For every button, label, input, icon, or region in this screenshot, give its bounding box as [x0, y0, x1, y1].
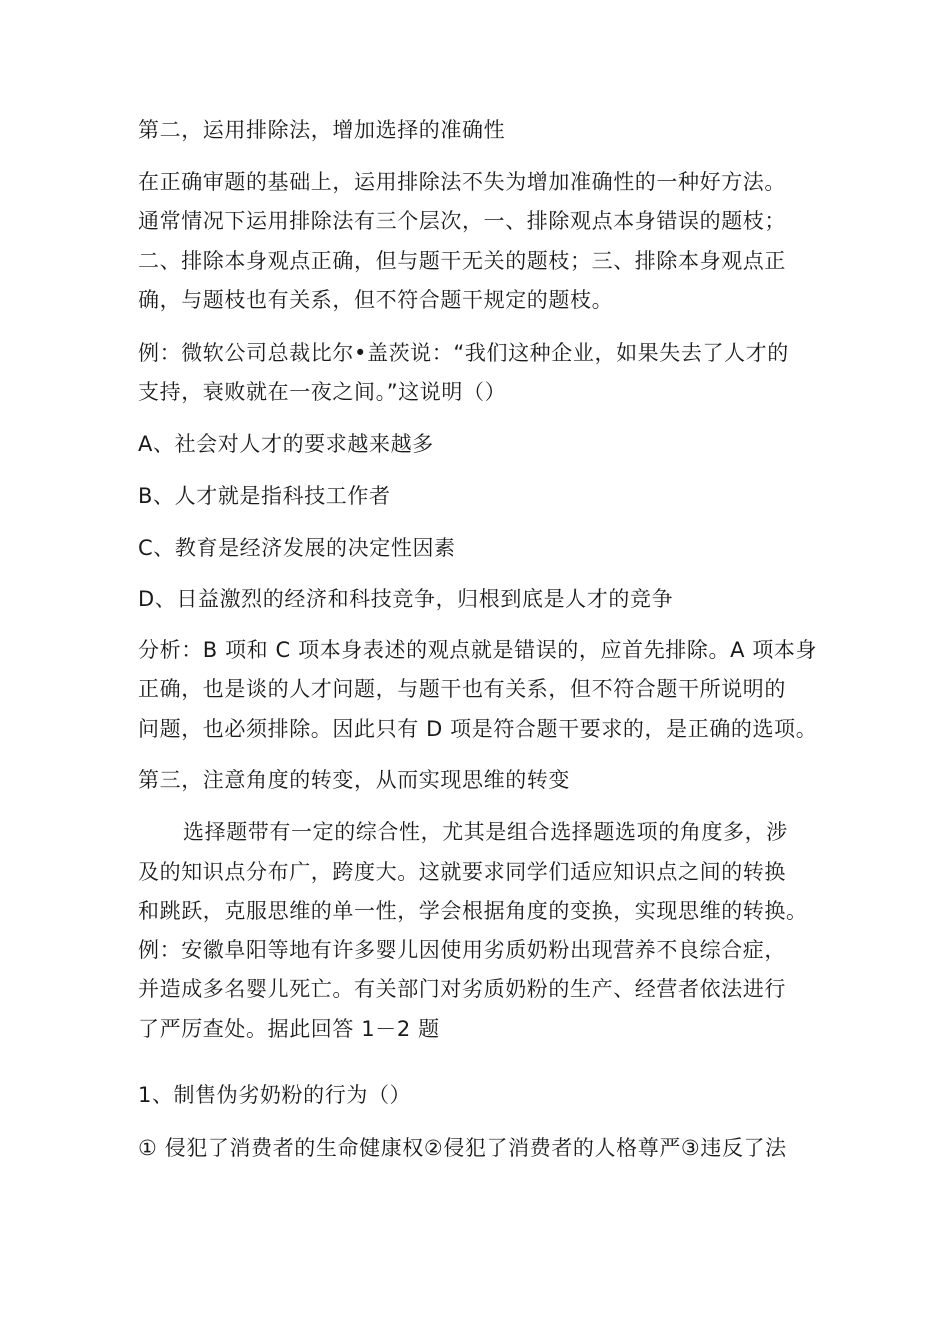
analysis-line: 分析：B 项和 C 项本身表述的观点就是错误的，应首先排除。A 项本身: [138, 638, 818, 662]
example-line: 并造成多名婴儿死亡。有关部门对劣质奶粉的生产、经营者依法进行: [138, 977, 786, 1001]
option-d: D、日益激烈的经济和科技竞争，归根到底是人才的竞争: [138, 587, 674, 611]
paragraph-line: 二、排除本身观点正确，但与题干无关的题枝；三、排除本身观点正: [138, 249, 786, 273]
example-line: 了严厉查处。据此回答 1－2 题: [138, 1017, 440, 1041]
example-line: 例：安徽阜阳等地有许多婴儿因使用劣质奶粉出现营养不良综合症，: [138, 938, 786, 962]
paragraph-line: 选择题带有一定的综合性，尤其是组合选择题选项的角度多，涉: [183, 820, 788, 844]
heading-second-method: 第二，运用排除法，增加选择的准确性: [138, 118, 506, 142]
option-c: C、教育是经济发展的决定性因素: [138, 536, 456, 560]
question-one: 1、制售伪劣奶粉的行为（）: [138, 1083, 412, 1107]
paragraph-line: 确，与题枝也有关系，但不符合题干规定的题枝。: [138, 288, 614, 312]
example-line: 例：微软公司总裁比尔•盖茨说：“我们这种企业，如果失去了人才的: [138, 341, 789, 365]
option-a: A、社会对人才的要求越来越多: [138, 432, 434, 456]
analysis-line: 正确，也是谈的人才问题，与题干也有关系，但不符合题干所说明的: [138, 677, 786, 701]
paragraph-line: 及的知识点分布广，跨度大。这就要求同学们适应知识点之间的转换: [138, 860, 786, 884]
question-one-choices: ① 侵犯了消费者的生命健康权②侵犯了消费者的人格尊严③违反了法: [138, 1136, 787, 1160]
paragraph-line: 在正确审题的基础上，运用排除法不失为增加准确性的一种好方法。: [138, 170, 786, 194]
paragraph-line: 和跳跃，克服思维的单一性，学会根据角度的变换，实现思维的转换。: [138, 899, 808, 923]
option-b: B、人才就是指科技工作者: [138, 484, 391, 508]
example-line: 支持，衰败就在一夜之间。”这说明（）: [138, 380, 507, 404]
analysis-line: 问题，也必须排除。因此只有 D 项是符合题干要求的，是正确的选项。: [138, 717, 818, 741]
heading-third-method: 第三，注意角度的转变，从而实现思维的转变: [138, 768, 570, 792]
paragraph-line: 通常情况下运用排除法有三个层次，一、排除观点本身错误的题枝；: [138, 209, 786, 233]
